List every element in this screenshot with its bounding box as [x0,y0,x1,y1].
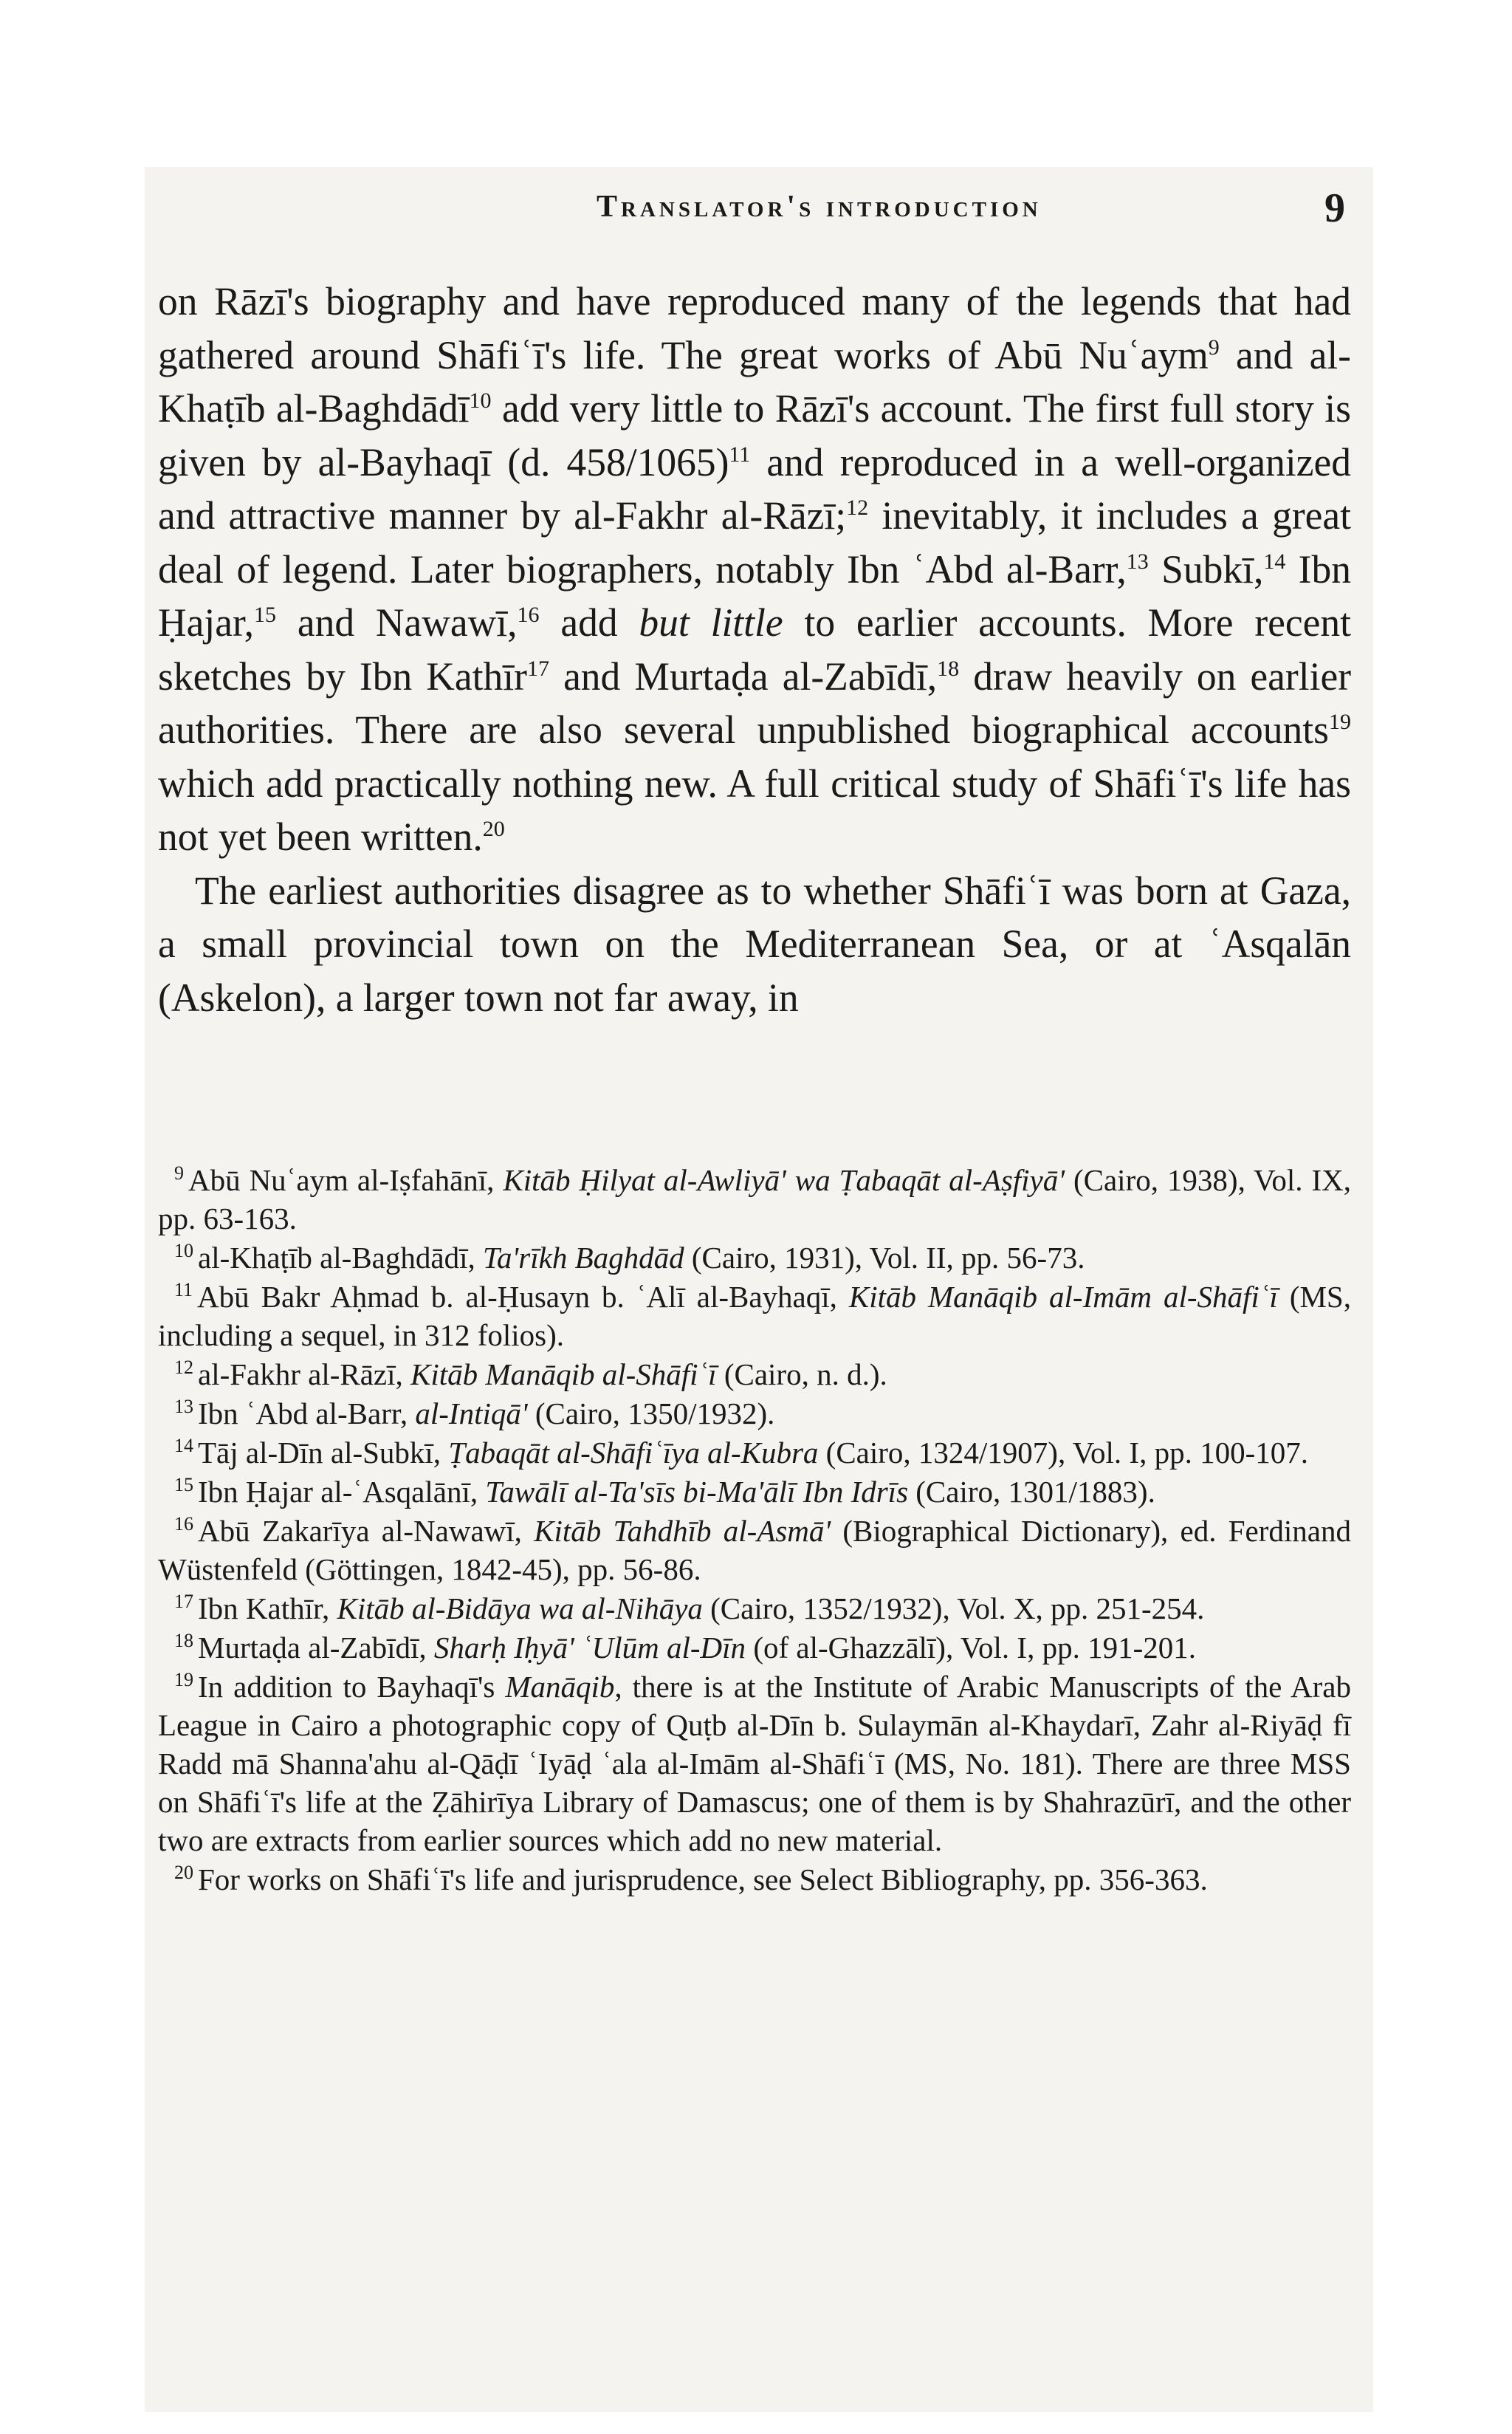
footnote-number: 20 [174,1862,193,1884]
footnote-11 [158,1278,1351,1354]
footnote-number: 10 [174,1240,193,1262]
footnote-12 [158,1355,1351,1393]
footnote-text: (Cairo, 1350/1932). [527,1396,775,1430]
running-head: Translator's introduction [597,190,1042,224]
footnote-text: Tāj al-Dīn al-Subkī, [198,1436,449,1470]
footnote-number: 19 [174,1669,193,1691]
footnote-text: (Cairo, 1931), Vol. II, pp. 56-73. [684,1241,1085,1275]
footnote-title: Ṭabaqāt al-Shāfiʿīya al-Kubra [448,1436,819,1470]
footnote-ref-20: 20 [482,817,505,842]
text-run: add very little to Rāzī's account. The first full story is given by al-Bayhaqī (d. 458/1065) [158,386,1351,484]
page-number: 9 [1324,185,1345,231]
footnote-text: Murtaḍa al-Zabīdī, [198,1631,434,1665]
footnote-text: Ibn Kathīr, [198,1591,337,1625]
footnote-ref-17: 17 [526,656,549,681]
footnote-ref-9: 9 [1208,335,1220,360]
footnote-text: Ibn Ḥajar al-ʿAsqalānī, [198,1475,486,1509]
footnote-9 [158,1161,1351,1238]
footnotes [158,1161,1351,1899]
footnote-text: (Biographical Dictionary), ed. Ferdinand Wüstenfeld (Göttingen, 1842-45), pp. 56-86. [158,1514,1351,1586]
text-run: inevitably, it includes a great deal of legend. Later biographers, notably Ibn ʿAbd al-Barr, [158,493,1351,592]
footnote-text: Ibn ʿAbd al-Barr, [198,1396,416,1430]
footnote-text: al-Fakhr al-Rāzī, [198,1357,411,1391]
footnote-15 [158,1473,1351,1511]
footnote-text: Abū Zakarīya al-Nawawī, [198,1514,535,1548]
footnote-title: Kitāb Manāqib al-Shāfiʿī [410,1357,717,1391]
footnote-20 [158,1860,1351,1899]
body-text [158,275,1351,1024]
footnote-ref-19: 19 [1329,710,1351,735]
footnote-title: Ta'rīkh Baghdād [482,1241,684,1275]
footnote-text: Abū Bakr Aḥmad b. al-Ḥusayn b. ʿAlī al-Bayhaqī, [197,1280,849,1314]
footnote-18 [158,1628,1351,1667]
footnote-ref-14: 14 [1263,549,1286,574]
footnote-number: 12 [174,1357,193,1379]
footnote-text: (Cairo, 1352/1932), Vol. X, pp. 251-254. [702,1591,1205,1625]
emphasis-text: but little [639,600,783,645]
footnote-text: (of al-Ghazzālī), Vol. I, pp. 191-201. [746,1631,1196,1665]
book-page [158,0,1351,2434]
footnote-number: 13 [174,1396,193,1418]
footnote-text: For works on Shāfiʿī's life and jurisprudence, see Select Bibliography, pp. 356-363. [198,1862,1208,1896]
footnote-title: Kitāb Ḥilyat al-Awliyā' wa Ṭabaqāt al-Aṣfiyā' [503,1163,1065,1197]
footnote-text: (Cairo, 1301/1883). [908,1475,1155,1509]
footnote-number: 18 [174,1630,193,1652]
paragraph-1 [158,275,1351,864]
footnote-title: Manāqib [505,1670,615,1704]
footnote-text: (Cairo, 1324/1907), Vol. I, pp. 100-107. [818,1436,1308,1470]
footnote-text: In addition to Bayhaqī's [198,1670,506,1704]
text-run: on Rāzī's biography and have reproduced many of the legends that had gathered around Shāfiʿī's life. The great works of Abū Nuʿaym [158,279,1351,377]
text-run: Subkī, [1148,546,1264,592]
footnote-text: (Cairo, 1938), Vol. IX, pp. 63-163. [158,1163,1351,1235]
text-run: and reproduced in a well-organized and attractive manner by al-Fakhr al-Rāzī; [158,439,1351,538]
footnote-title: Sharḥ Iḥyā' ʿUlūm al-Dīn [433,1631,746,1665]
text-run: and Nawawī, [276,600,518,645]
footnote-text: (Cairo, n. d.). [716,1357,887,1391]
footnote-ref-10: 10 [469,388,492,414]
footnote-number: 16 [174,1513,193,1535]
footnote-title: Kitāb al-Bidāya wa al-Nihāya [337,1591,703,1625]
footnote-ref-12: 12 [846,496,869,521]
footnote-ref-15: 15 [254,603,277,628]
footnote-ref-18: 18 [937,656,960,681]
footnote-ref-11: 11 [729,442,751,467]
footnote-14 [158,1433,1351,1472]
text-run: draw heavily on earlier authorities. There are also several unpublished biographical accounts [158,654,1352,752]
footnote-text: al-Khaṭīb al-Baghdādī, [198,1241,483,1275]
footnote-number: 14 [174,1435,193,1457]
footnote-10 [158,1238,1351,1277]
footnote-title: Tawālī al-Ta'sīs bi-Ma'ālī Ibn Idrīs [485,1475,909,1509]
footnote-text: (MS, including a sequel, in 312 folios). [158,1280,1351,1352]
footnote-title: al-Intiqā' [415,1396,528,1430]
text-run: add [539,600,639,645]
footnote-text: , there is at the Institute of Arabic Manuscripts of the Arab League in Cairo a photographic copy of Quṭb al-Dīn b. Sulaymān al-Khaydarī, Zahr al-Riyāḍ fī Radd mā Shanna'ahu al-Qāḍī ʿIyāḍ ʿala al-Imām al-Shāfiʿī (MS, No. 181). There are three MSS on Shāfiʿī's life at the Ẓāhirīya Library of Damascus; one of them is by Shahrazūrī, and the other two are extracts from earlier sources which add no new material. [158,1670,1351,1857]
text-run: and Murtaḍa al-Zabīdī, [549,654,938,699]
footnote-number: 9 [174,1162,184,1185]
footnote-title: Kitāb Manāqib al-Imām al-Shāfiʿī [848,1280,1278,1314]
text-run: which add practically nothing new. A full critical study of Shāfiʿī's life has not yet been written. [158,761,1351,859]
footnote-number: 17 [174,1591,193,1613]
footnote-number: 15 [174,1474,193,1496]
footnote-13 [158,1394,1351,1433]
footnote-text: Abū Nuʿaym al-Iṣfahānī, [188,1163,504,1197]
text-run: to earlier accounts. More recent sketches by Ibn Kathīr [158,600,1351,699]
text-run: Ibn Ḥajar, [158,546,1351,645]
footnote-ref-16: 16 [517,603,540,628]
footnote-number: 11 [174,1279,193,1301]
text-run: and al-Khaṭīb al-Baghdādī [158,332,1351,431]
footnote-19 [158,1667,1351,1859]
footnote-17 [158,1589,1351,1628]
footnote-title: Kitāb Tahdhīb al-Asmā' [534,1514,831,1548]
footnote-ref-13: 13 [1126,549,1149,574]
footnote-16 [158,1512,1351,1588]
paragraph-2: The earliest authorities disagree as to whether Shāfiʿī was born at Gaza, a small provincial town on the Mediterranean Sea, or at ʿAsqalān (Askelon), a larger town not far away, in [158,868,1351,1020]
page-header [158,185,1351,233]
